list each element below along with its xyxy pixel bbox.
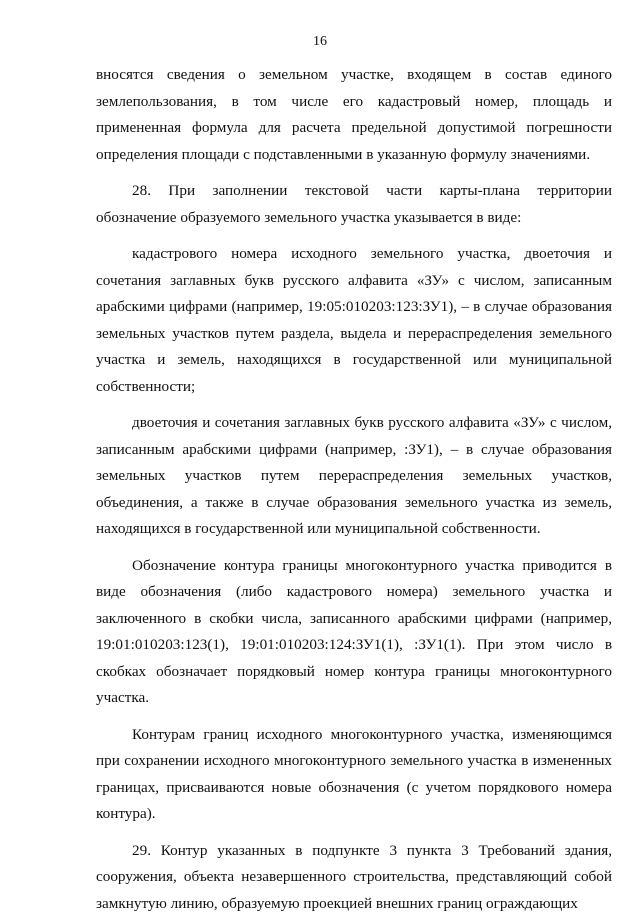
paragraph-29: 29. Контур указанных в подпункте 3 пункта 3 Требований здания, сооружения, объекта незавершенного строительства, представляющий собой замкнутую линию, образуемую проекцией внешних границ ограждающих [96,838,612,917]
paragraph-contour-renaming: Контурам границ исходного многоконтурного участка, изменяющимся при сохранении исходного многоконтурного земельного участка в измененных границах, присваиваются новые обозначения (с учетом порядкового номера контура). [96,722,612,828]
paragraph-continuation: вносятся сведения о земельном участке, входящем в состав единого землепользования, в том числе его кадастровый номер, площадь и примененная формула для расчета предельной допустимой погрешности определения площади с подставленными в указанную формулу значениями. [96,62,612,168]
document-body [96,62,612,917]
paragraph-colon-notation: двоеточия и сочетания заглавных букв русского алфавита «ЗУ» с числом, записанным арабскими цифрами (например, :ЗУ1), – в случае образования земельных участков путем перераспределения земельных участков, объединения, а также в случае образования земельного участка из земель, находящихся в государственной или муниципальной собственности. [96,410,612,543]
paragraph-cadastral-notation: кадастрового номера исходного земельного участка, двоеточия и сочетания заглавных букв русского алфавита «ЗУ» с числом, записанным арабскими цифрами (например, 19:05:010203:123:ЗУ1), – в случае образования земельных участков путем раздела, выдела и перераспределения земельного участка и земель, находящихся в государственной или муниципальной собственности; [96,241,612,400]
paragraph-multicontour-notation: Обозначение контура границы многоконтурного участка приводится в виде обозначения (либо кадастрового номера) земельного участка и заключенного в скобки числа, записанного арабскими цифрами (например, 19:01:010203:123(1), 19:01:010203:124:ЗУ1(1), :ЗУ1(1). При этом число в скобках обозначает порядковый номер контура границы многоконтурного участка. [96,553,612,712]
page-number: 16 [0,34,640,50]
paragraph-28: 28. При заполнении текстовой части карты-плана территории обозначение образуемого земельного участка указывается в виде: [96,178,612,231]
